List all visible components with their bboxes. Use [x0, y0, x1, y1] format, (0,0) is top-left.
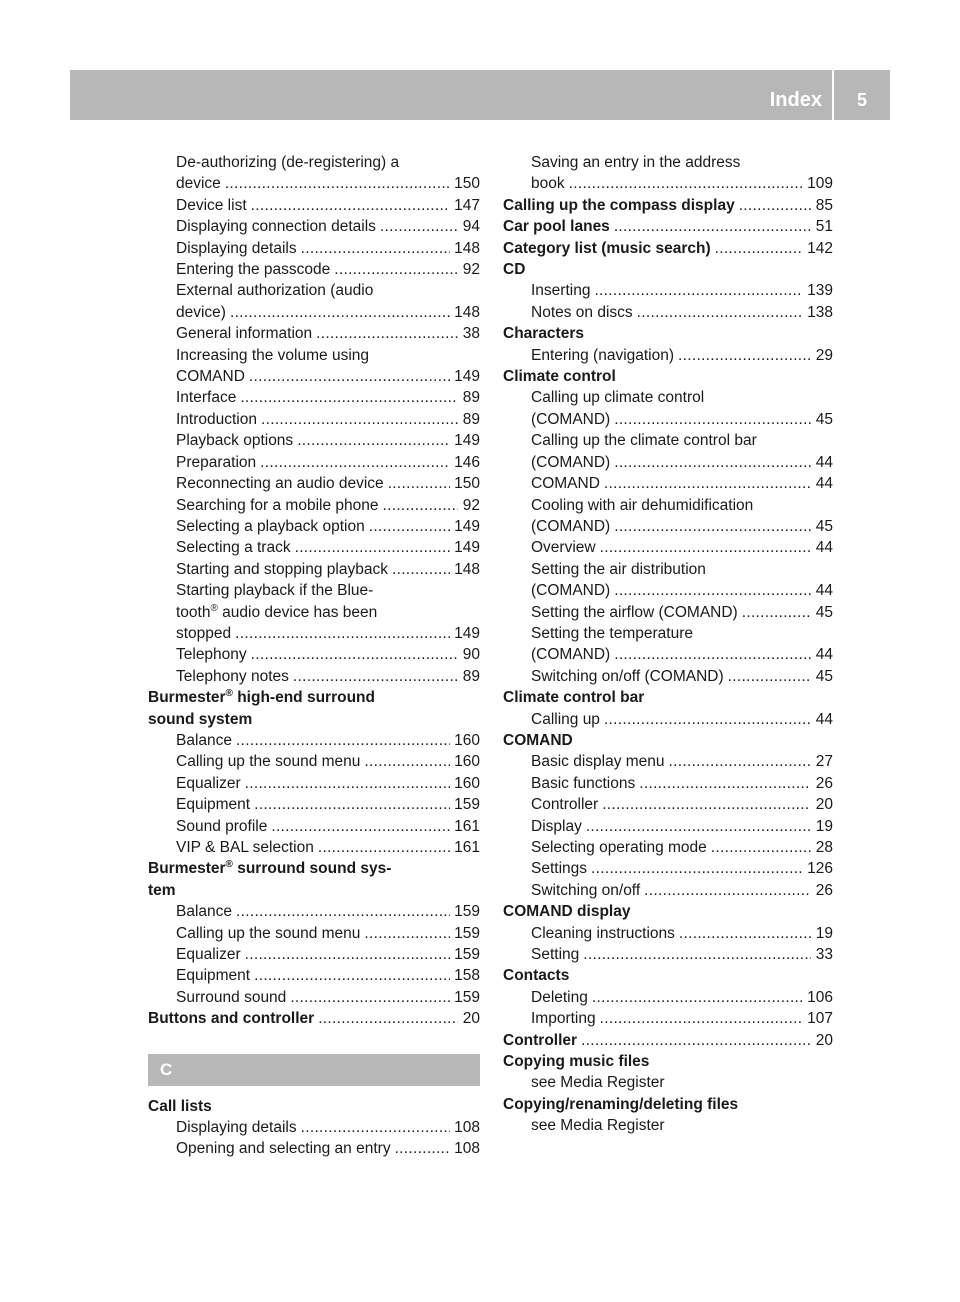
index-entry[interactable]: Importing ..... 107: [503, 1008, 833, 1029]
index-entry[interactable]: COMAND ..... 44: [503, 473, 833, 494]
index-entry[interactable]: Calling up ..... 44: [503, 709, 833, 730]
index-entry[interactable]: Switching on/off ..... 26: [503, 880, 833, 901]
index-entry[interactable]: device ..... 150: [148, 173, 480, 194]
section-title: Index: [769, 89, 822, 111]
letter-section-bar: C: [148, 1054, 480, 1086]
index-entry[interactable]: Settings ..... 126: [503, 858, 833, 879]
index-entry[interactable]: Opening and selecting an entry ..... 108: [148, 1138, 480, 1159]
index-heading: Copying/renaming/deleting files: [503, 1095, 739, 1113]
index-entry[interactable]: Controller ..... 20: [503, 794, 833, 815]
index-heading: Call lists: [148, 1097, 212, 1115]
index-entry: Setting the temperature: [531, 624, 693, 642]
index-heading: Climate control: [503, 368, 616, 386]
index-heading: COMAND: [503, 731, 573, 749]
index-entry[interactable]: Displaying connection details ..... 94: [148, 216, 480, 237]
index-entry[interactable]: Playback options ..... 149: [148, 430, 480, 451]
index-entry[interactable]: Surround sound ..... 159: [148, 987, 480, 1008]
index-entry[interactable]: Balance ..... 160: [148, 730, 480, 751]
index-entry[interactable]: device) ..... 148: [148, 302, 480, 323]
index-entry[interactable]: Overview ..... 44: [503, 537, 833, 558]
index-entry[interactable]: Selecting operating mode ..... 28: [503, 837, 833, 858]
index-entry[interactable]: Equipment ..... 158: [148, 965, 480, 986]
index-entry[interactable]: Deleting ..... 106: [503, 987, 833, 1008]
index-entry[interactable]: Basic display menu ..... 27: [503, 751, 833, 772]
index-heading: CD: [503, 261, 526, 279]
index-entry[interactable]: Selecting a playback option ..... 149: [148, 516, 480, 537]
index-entry[interactable]: Telephony notes ..... 89: [148, 666, 480, 687]
index-entry[interactable]: (COMAND) ..... 44: [503, 580, 833, 601]
index-heading: sound system: [148, 710, 253, 728]
index-heading-entry[interactable]: Car pool lanes ..... 51: [503, 216, 833, 237]
index-entry[interactable]: (COMAND) ..... 45: [503, 409, 833, 430]
index-entry: Starting playback if the Blue-: [176, 582, 374, 600]
index-entry[interactable]: Setting ..... 33: [503, 944, 833, 965]
index-heading: Characters: [503, 325, 584, 343]
index-heading: tem: [148, 881, 176, 899]
page-number: 5: [856, 90, 867, 110]
index-entry[interactable]: Setting the airflow (COMAND) ..... 45: [503, 602, 833, 623]
index-entry: De-authorizing (de-registering) a: [176, 154, 400, 171]
index-entry[interactable]: Cleaning instructions ..... 19: [503, 923, 833, 944]
index-heading: Copying music files: [503, 1053, 650, 1071]
index-entry[interactable]: Sound profile ..... 161: [148, 816, 480, 837]
index-entry[interactable]: Reconnecting an audio device ..... 150: [148, 473, 480, 494]
index-entry[interactable]: Entering the passcode ..... 92: [148, 259, 480, 280]
index-entry[interactable]: (COMAND) ..... 44: [503, 452, 833, 473]
index-entry: Increasing the volume using: [176, 346, 370, 364]
index-entry[interactable]: Notes on discs ..... 138: [503, 302, 833, 323]
index-heading-entry[interactable]: Calling up the compass display ..... 85: [503, 195, 833, 216]
index-entry[interactable]: Introduction ..... 89: [148, 409, 480, 430]
index-entry[interactable]: Telephony ..... 90: [148, 644, 480, 665]
index-entry[interactable]: Searching for a mobile phone ..... 92: [148, 495, 480, 516]
index-entry[interactable]: Selecting a track ..... 149: [148, 537, 480, 558]
index-entry: tooth® audio device has been: [176, 602, 378, 621]
index-entry[interactable]: Displaying details ..... 148: [148, 238, 480, 259]
index-entry[interactable]: Switching on/off (COMAND) ..... 45: [503, 666, 833, 687]
index-entry[interactable]: General information ..... 38: [148, 323, 480, 344]
index-entry[interactable]: COMAND ..... 149: [148, 366, 480, 387]
index-entry[interactable]: Device list ..... 147: [148, 195, 480, 216]
index-heading: Climate control bar: [503, 689, 645, 707]
index-heading-entry[interactable]: Buttons and controller ..... 20: [148, 1008, 480, 1029]
index-entry[interactable]: Interface ..... 89: [148, 387, 480, 408]
index-heading: Burmester® high-end surround: [148, 688, 375, 707]
index-entry[interactable]: Inserting ..... 139: [503, 280, 833, 301]
index-entry[interactable]: Starting and stopping playback ..... 148: [148, 559, 480, 580]
index-entry[interactable]: Equipment ..... 159: [148, 794, 480, 815]
index-entry[interactable]: Balance ..... 159: [148, 901, 480, 922]
index-entry[interactable]: Calling up the sound menu ..... 159: [148, 923, 480, 944]
index-heading: Burmester® surround sound sys-: [148, 859, 392, 878]
index-heading-entry[interactable]: Category list (music search) ..... 142: [503, 238, 833, 259]
index-entry: Saving an entry in the address: [531, 154, 741, 171]
index-heading: COMAND display: [503, 903, 631, 921]
index-entry[interactable]: (COMAND) ..... 45: [503, 516, 833, 537]
index-entry[interactable]: Equalizer ..... 159: [148, 944, 480, 965]
index-entry: External authorization (audio: [176, 282, 374, 300]
index-entry[interactable]: Preparation ..... 146: [148, 452, 480, 473]
index-entry[interactable]: Equalizer ..... 160: [148, 773, 480, 794]
index-cross-reference[interactable]: see Media Register: [531, 1117, 665, 1135]
index-entry[interactable]: VIP & BAL selection ..... 161: [148, 837, 480, 858]
index-entry: Setting the air distribution: [531, 560, 706, 578]
index-entry[interactable]: (COMAND) ..... 44: [503, 644, 833, 665]
index-cross-reference[interactable]: see Media Register: [531, 1074, 665, 1092]
index-entry: Calling up climate control: [531, 389, 705, 407]
index-entry[interactable]: Basic functions ..... 26: [503, 773, 833, 794]
index-entry: Cooling with air dehumidification: [531, 496, 754, 514]
index-entry[interactable]: book ..... 109: [503, 173, 833, 194]
index-column-right: [503, 152, 833, 1137]
index-entry[interactable]: Entering (navigation) ..... 29: [503, 345, 833, 366]
index-entry[interactable]: Displaying details ..... 108: [148, 1117, 480, 1138]
index-entry[interactable]: Display ..... 19: [503, 816, 833, 837]
index-heading-entry[interactable]: Controller ..... 20: [503, 1030, 833, 1051]
index-entry[interactable]: Calling up the sound menu ..... 160: [148, 751, 480, 772]
index-column-left: [148, 152, 480, 1160]
index-heading: Contacts: [503, 967, 570, 985]
index-entry: Calling up the climate control bar: [531, 432, 757, 450]
index-entry[interactable]: stopped ..... 149: [148, 623, 480, 644]
